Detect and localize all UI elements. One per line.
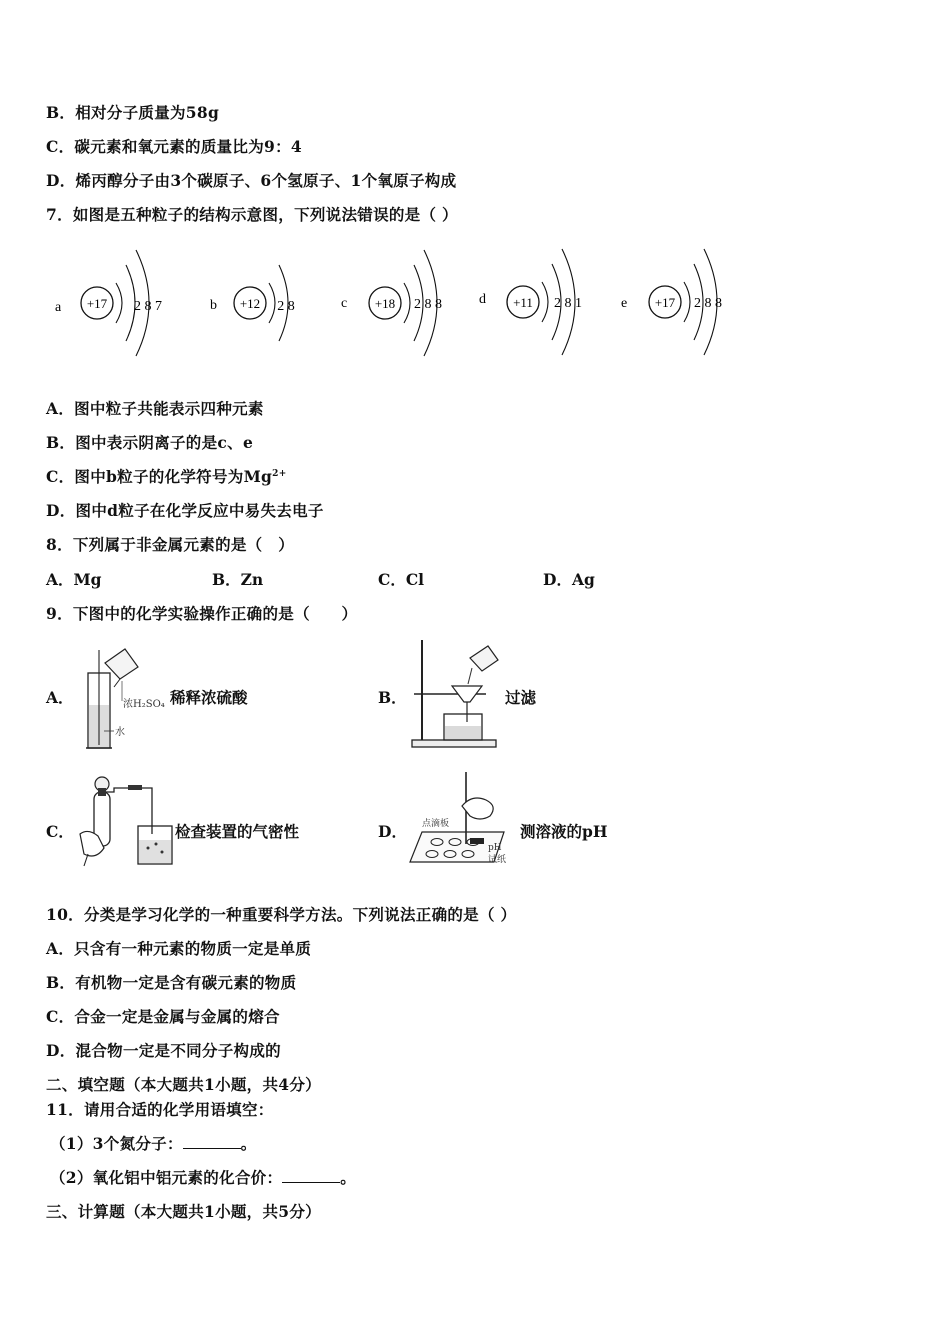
electron-config: 2 8 7 bbox=[134, 299, 162, 314]
q10-option-d: D．混合物一定是不同分子构成的 bbox=[46, 1041, 281, 1060]
ph-paper-label-2: 试纸 bbox=[488, 855, 507, 865]
section-two-heading: 二、填空题（本大题共1小题，共4分） bbox=[46, 1075, 321, 1094]
answer-blank-1[interactable] bbox=[183, 1136, 241, 1149]
q9-option-a-caption: 稀释浓硫酸 bbox=[170, 688, 248, 707]
airtightness-illustration bbox=[74, 774, 174, 869]
q11-stem: 11．请用合适的化学用语填空： bbox=[46, 1100, 274, 1119]
q9-option-c-label: C． bbox=[46, 822, 74, 841]
q7-option-c bbox=[46, 465, 287, 487]
q6-option-c: C．碳元素和氧元素的质量比为9：4 bbox=[46, 137, 303, 156]
q11-part-2-end: 。 bbox=[340, 1168, 357, 1187]
ph-paper-label: pH bbox=[488, 843, 502, 853]
filtration-illustration bbox=[408, 638, 503, 750]
electron-config: 2 8 8 bbox=[414, 297, 442, 312]
q8-option-d: D．Ag bbox=[543, 570, 595, 589]
section-three-heading: 三、计算题（本大题共1小题，共5分） bbox=[46, 1202, 321, 1221]
water-label: 水 bbox=[115, 727, 125, 738]
nucleus-charge: +17 bbox=[654, 295, 676, 310]
particle-e-diagram bbox=[618, 245, 748, 365]
q10-option-b: B．有机物一定是含有碳元素的物质 bbox=[46, 973, 297, 992]
q7-stem: 7．如图是五种粒子的结构示意图，下列说法错误的是（ ） bbox=[46, 205, 458, 224]
q10-option-c: C．合金一定是金属与金属的熔合 bbox=[46, 1007, 280, 1026]
particle-label: a bbox=[55, 300, 62, 315]
q11-part-2-prompt: （2）氧化铝中铝元素的化合价： bbox=[50, 1168, 283, 1187]
q8-option-b: B．Zn bbox=[212, 570, 264, 589]
q7-option-b: B．图中表示阴离子的是c、e bbox=[46, 433, 254, 452]
q7-option-c-text: C．图中b粒子的化学符号为Mg bbox=[46, 467, 273, 486]
particle-label: e bbox=[621, 296, 628, 311]
charge-superscript: 2+ bbox=[272, 468, 287, 479]
electron-config: 2 8 bbox=[277, 299, 295, 314]
q6-option-b: B．相对分子质量为58g bbox=[46, 103, 220, 122]
nucleus-charge: +12 bbox=[239, 296, 261, 311]
q9-stem: 9．下图中的化学实验操作正确的是（ ） bbox=[46, 604, 358, 623]
q9-option-b-label: B． bbox=[378, 688, 407, 707]
q9-option-b-caption: 过滤 bbox=[505, 688, 537, 707]
q6-option-d: D．烯丙醇分子由3个碳原子、6个氢原子、1个氧原子构成 bbox=[46, 171, 457, 190]
q11-part-1-end: 。 bbox=[240, 1134, 257, 1153]
particle-d-diagram bbox=[476, 245, 606, 365]
q11-part-1-prompt: （1）3个氮分子： bbox=[50, 1134, 183, 1153]
dilution-illustration bbox=[78, 645, 173, 753]
plate-label: 点滴板 bbox=[422, 819, 450, 829]
ph-test-illustration bbox=[408, 770, 520, 868]
q11-part-2 bbox=[50, 1166, 356, 1188]
acid-label: 浓H₂SO₄ bbox=[123, 699, 165, 710]
q7-option-a: A．图中粒子共能表示四种元素 bbox=[46, 399, 264, 418]
q9-option-d-label: D． bbox=[378, 822, 407, 841]
particle-b-diagram bbox=[205, 245, 315, 365]
particle-label: b bbox=[210, 298, 217, 313]
q9-option-c-caption: 检查装置的气密性 bbox=[175, 822, 300, 841]
q10-option-a: A．只含有一种元素的物质一定是单质 bbox=[46, 939, 312, 958]
nucleus-charge: +11 bbox=[513, 295, 533, 310]
q8-option-a: A．Mg bbox=[46, 570, 102, 589]
electron-config: 2 8 8 bbox=[694, 296, 722, 311]
nucleus-charge: +17 bbox=[86, 296, 108, 311]
electron-config: 2 8 1 bbox=[554, 296, 582, 311]
q9-option-a-label: A． bbox=[46, 688, 74, 707]
nucleus-charge: +18 bbox=[374, 296, 396, 311]
q8-stem: 8．下列属于非金属元素的是（ ） bbox=[46, 535, 295, 554]
answer-blank-2[interactable] bbox=[282, 1170, 340, 1183]
particle-label: d bbox=[479, 292, 486, 307]
particle-a-diagram bbox=[50, 245, 180, 365]
particle-label: c bbox=[341, 296, 348, 311]
q10-stem: 10．分类是学习化学的一种重要科学方法。下列说法正确的是（ ） bbox=[46, 905, 517, 924]
q11-part-1 bbox=[50, 1132, 257, 1154]
particle-c-diagram bbox=[338, 245, 468, 365]
q8-option-c: C．Cl bbox=[378, 570, 425, 589]
q9-option-d-caption: 测溶液的pH bbox=[520, 822, 608, 841]
q7-option-d: D．图中d粒子在化学反应中易失去电子 bbox=[46, 501, 324, 520]
